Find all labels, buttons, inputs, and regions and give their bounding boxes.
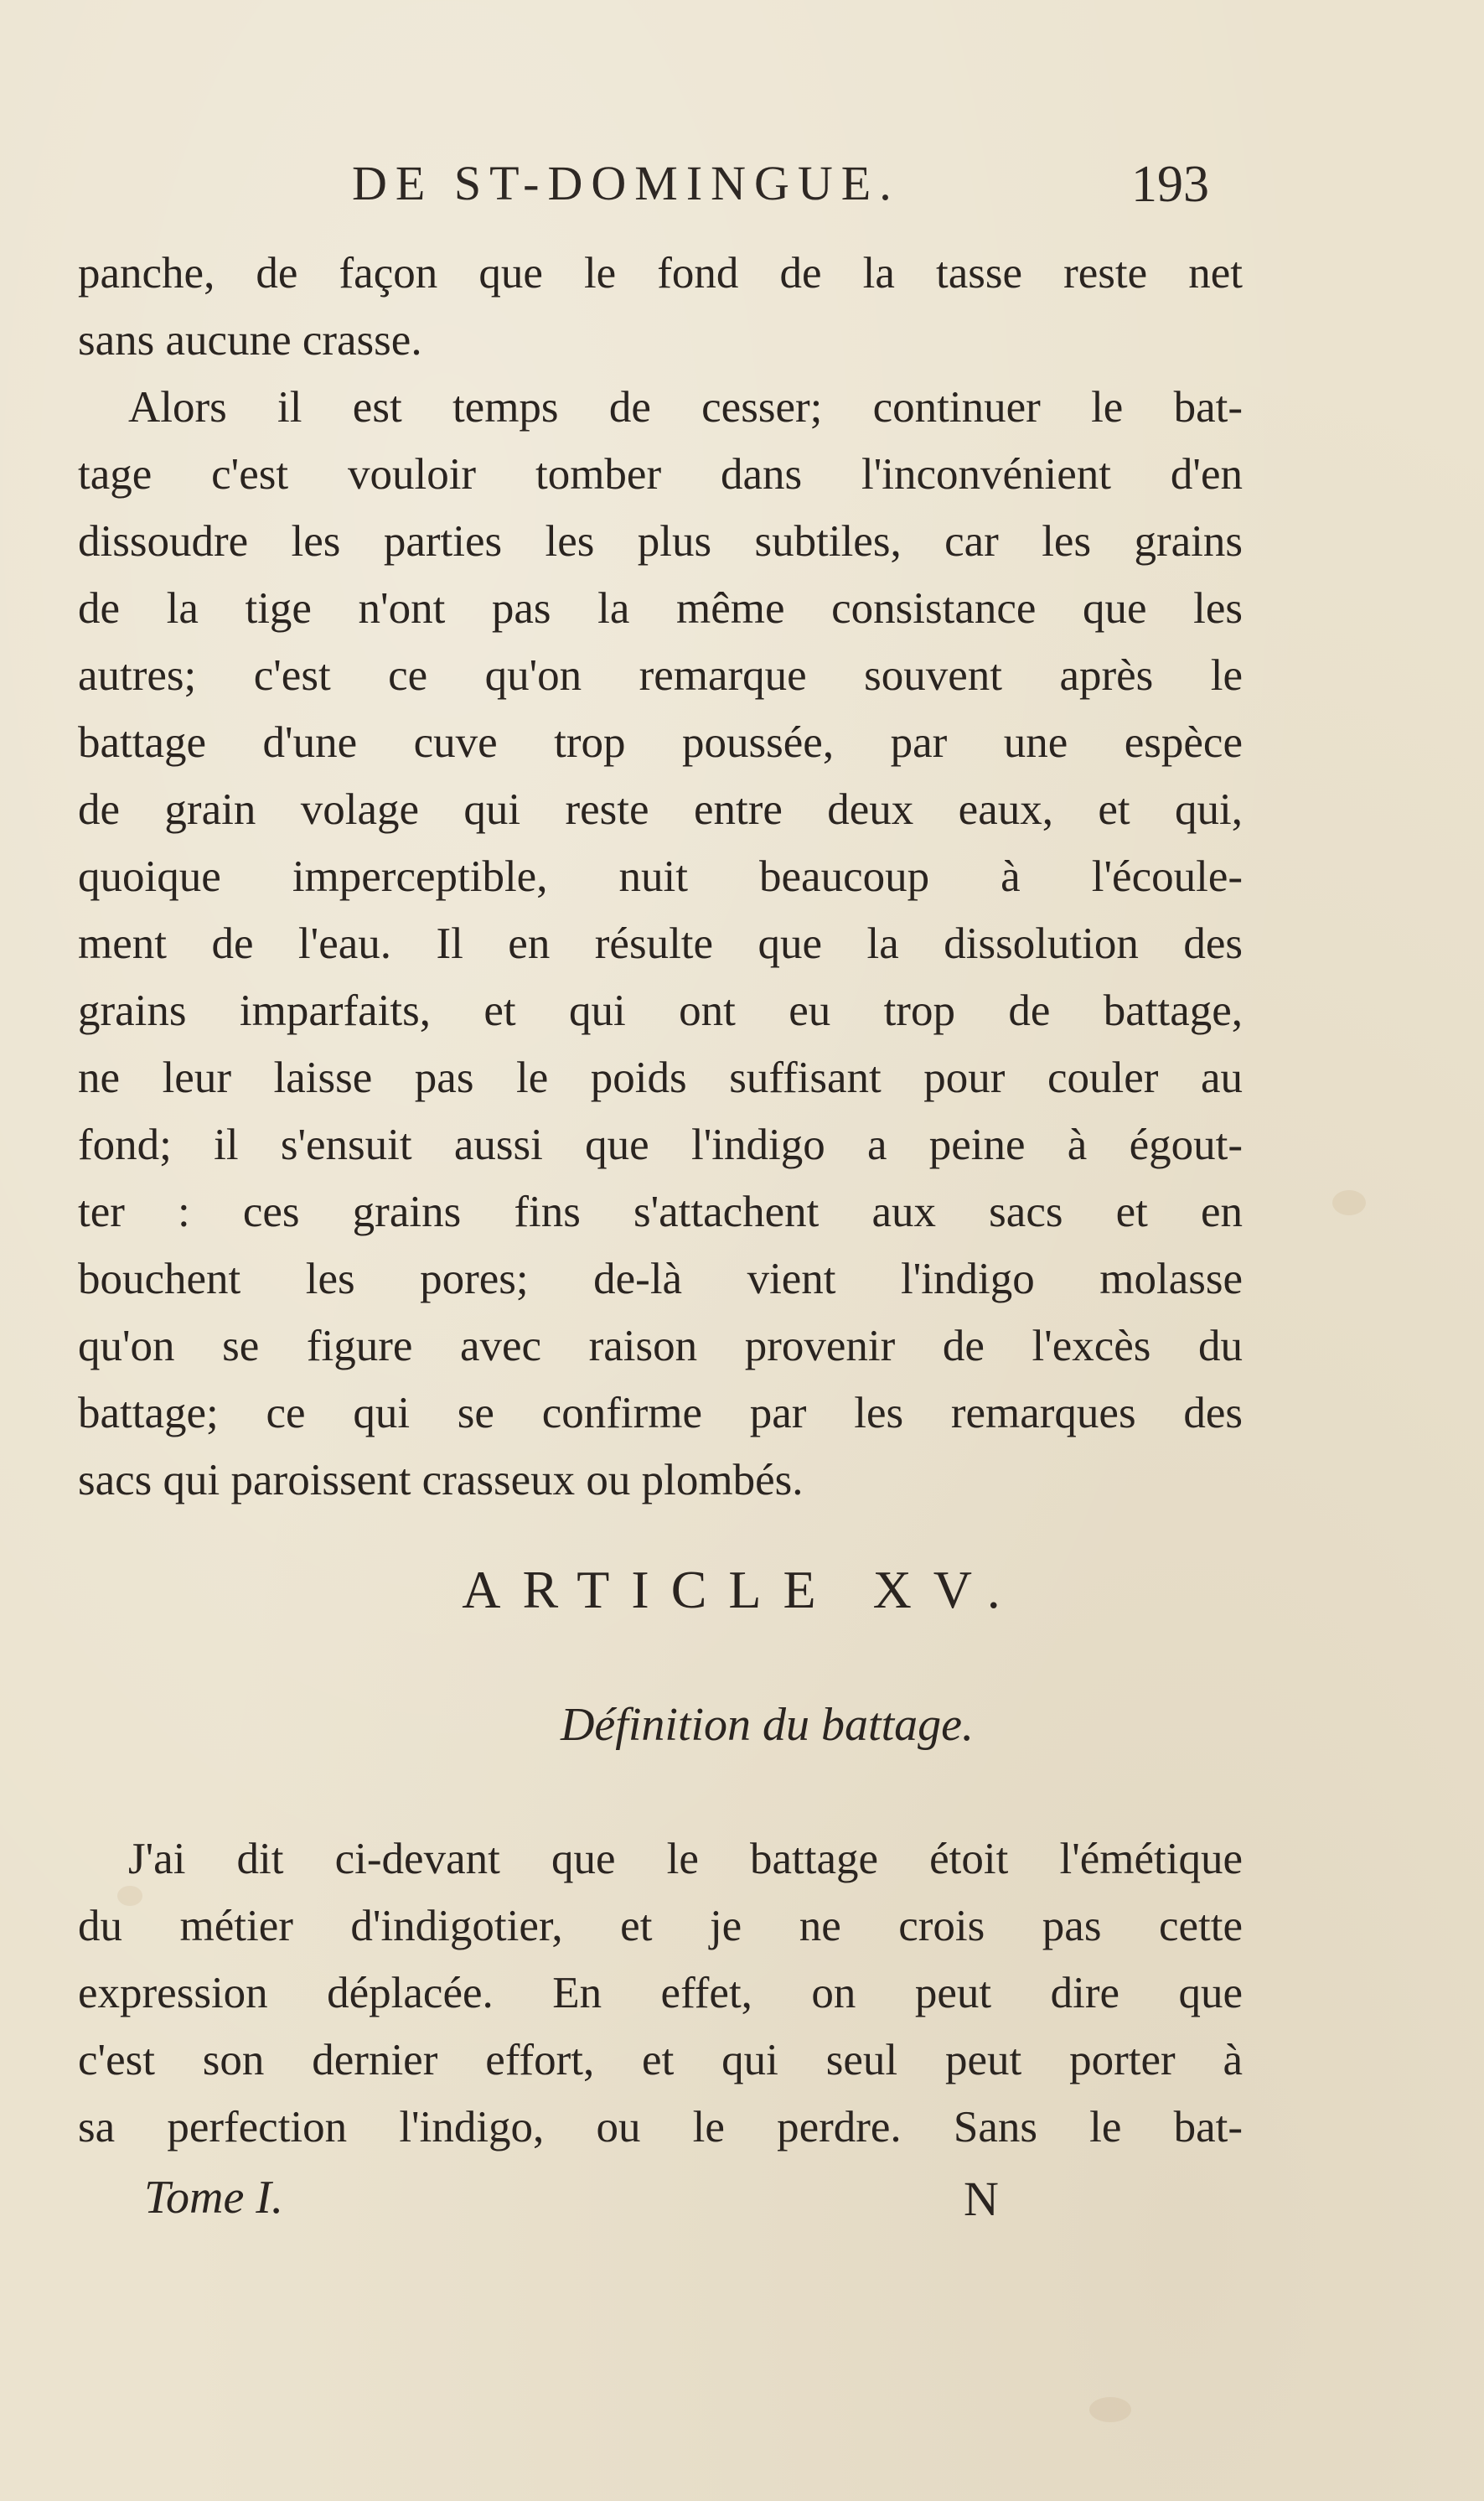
text-line: autres; c'est ce qu'on remarque souvent après le	[78, 651, 1243, 700]
text-line: tage c'est vouloir tomber dans l'inconvénient d'en	[78, 450, 1243, 499]
body-text-bottom	[78, 1825, 1243, 2161]
article-subheading: Définition du battage.	[560, 1699, 975, 1751]
text-line: dissoudre les parties les plus subtiles, car les grains	[78, 517, 1243, 566]
page-number: 193	[1131, 156, 1209, 213]
text-line: bouchent les pores; de-là vient l'indigo molasse	[78, 1255, 1243, 1303]
text-line: sacs qui paroissent crasseux ou plombés.	[78, 1456, 804, 1504]
volume-label: Tome I.	[144, 2172, 283, 2224]
article-heading: ARTICLE XV.	[462, 1560, 1022, 1619]
text-line: du métier d'indigotier, et je ne crois pas cette	[78, 1902, 1243, 1950]
text-line: sans aucune crasse.	[78, 316, 422, 365]
page-header	[0, 155, 1484, 222]
text-line: Alors il est temps de cesser; continuer le bat-	[128, 383, 1243, 432]
text-line: quoique imperceptible, nuit beaucoup à l'écoule-	[78, 852, 1243, 901]
paper-stain	[1332, 1190, 1366, 1215]
text-line: battage d'une cuve trop poussée, par une espèce	[78, 718, 1243, 767]
text-line: sa perfection l'indigo, ou le perdre. Sans le bat-	[78, 2103, 1243, 2151]
text-line: de grain volage qui reste entre deux eaux, et qui,	[78, 785, 1243, 834]
body-text-top	[78, 240, 1243, 1514]
text-line: ment de l'eau. Il en résulte que la dissolution des	[78, 919, 1243, 968]
text-line: J'ai dit ci-devant que le battage étoit l'émétique	[128, 1835, 1243, 1883]
text-line: battage; ce qui se confirme par les remarques des	[78, 1389, 1243, 1437]
text-line: de la tige n'ont pas la même consistance que les	[78, 584, 1243, 633]
text-line: grains imparfaits, et qui ont eu trop de battage,	[78, 986, 1243, 1035]
text-line: ter : ces grains fins s'attachent aux sacs et en	[78, 1188, 1243, 1236]
running-title: DE ST-DOMINGUE.	[352, 156, 900, 210]
text-line: qu'on se figure avec raison provenir de l'excès du	[78, 1322, 1243, 1370]
text-line: c'est son dernier effort, et qui seul peut porter à	[78, 2036, 1243, 2084]
signature-mark: N	[964, 2172, 999, 2226]
paper-stain	[1089, 2397, 1131, 2422]
text-line: expression déplacée. En effet, on peut dire que	[78, 1969, 1243, 2017]
text-line: panche, de façon que le fond de la tasse reste net	[78, 249, 1243, 298]
text-line: fond; il s'ensuit aussi que l'indigo a peine à égout-	[78, 1121, 1243, 1169]
page-footer	[0, 2171, 1484, 2238]
text-line: ne leur laisse pas le poids suffisant pour couler au	[78, 1054, 1243, 1102]
